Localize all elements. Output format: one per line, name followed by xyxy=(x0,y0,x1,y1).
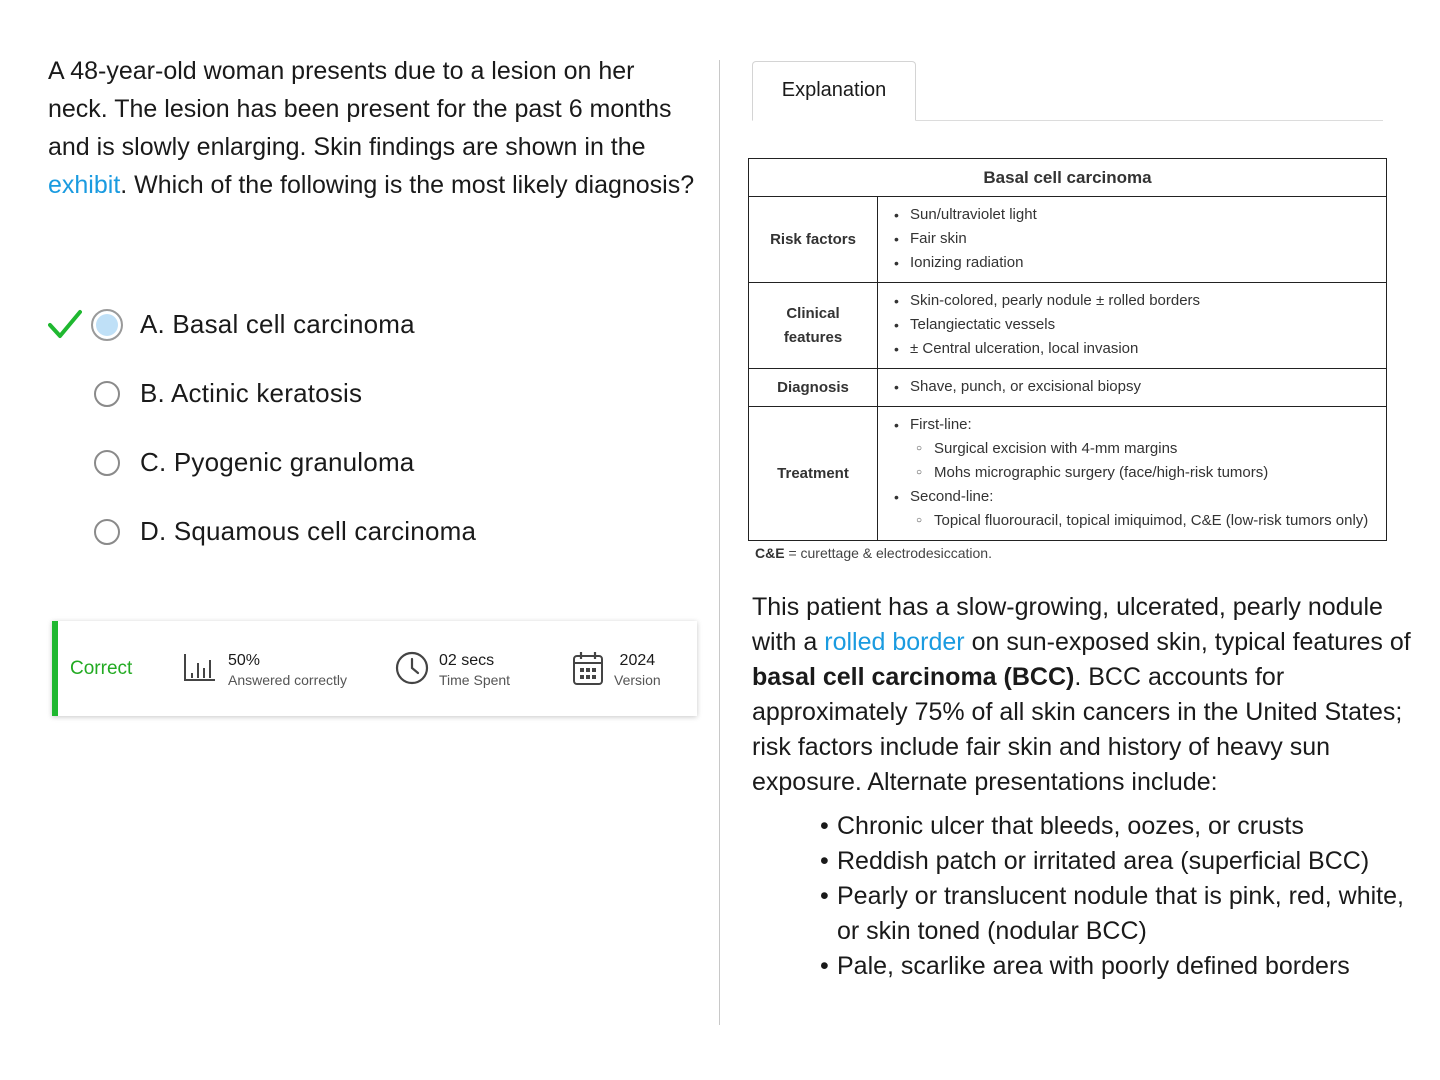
table-row xyxy=(749,407,1387,541)
result-status: Correct xyxy=(70,658,133,679)
option-label: B. Actinic keratosis xyxy=(140,378,363,408)
tab-explanation[interactable]: Explanation xyxy=(752,61,916,121)
marker-slot xyxy=(48,374,94,414)
calendar-icon xyxy=(572,651,604,687)
presentation-list xyxy=(820,809,1420,984)
table-row xyxy=(749,369,1387,407)
radio-button-selected[interactable] xyxy=(91,309,123,341)
summary-table xyxy=(748,158,1387,541)
clock-icon xyxy=(395,651,429,685)
row-label: Clinical features xyxy=(749,283,878,369)
stat-time xyxy=(395,651,510,689)
list-item: • Skin-colored, pearly nodule ± rolled borders xyxy=(894,289,1386,313)
row-content xyxy=(878,283,1387,369)
sub-list-item: ○ Surgical excision with 4-mm margins xyxy=(894,437,1382,461)
correct-marker xyxy=(48,305,94,345)
stat-percent xyxy=(182,651,347,689)
time-label: Time Spent xyxy=(439,672,511,688)
bar-chart-icon xyxy=(182,651,218,683)
option-b[interactable] xyxy=(48,359,688,428)
row-label: Treatment xyxy=(749,407,878,541)
result-stats-bar xyxy=(52,621,697,716)
percent-label: Answered correctly xyxy=(228,672,348,688)
stat-version xyxy=(572,651,661,689)
question-text-end: . Which of the following is the most likely diagnosis? xyxy=(120,171,695,199)
sub-list-item: ○ Topical fluorouracil, topical imiquimod, C&E (low-risk tumors only) xyxy=(894,509,1382,533)
row-label: Risk factors xyxy=(749,197,878,283)
explanation-paragraph xyxy=(752,590,1412,800)
radio-button[interactable] xyxy=(94,519,120,545)
table-header-row xyxy=(749,159,1387,197)
table-title: Basal cell carcinoma xyxy=(749,159,1387,197)
time-value: 02 secs xyxy=(439,652,495,669)
percent-value: 50% xyxy=(228,652,261,669)
option-label: C. Pyogenic granuloma xyxy=(140,447,415,477)
explanation-text: . BCC accounts for approximately 75% of all skin cancers in the United States; risk factors include fair skin and history of heavy sun exposure. Alternate presentations include: xyxy=(752,663,1403,796)
list-item: • Chronic ulcer that bleeds, oozes, or crusts xyxy=(820,809,1420,844)
list-item: • Fair skin xyxy=(894,227,1386,251)
footnote-text: = curettage & electrodesiccation. xyxy=(784,545,992,561)
option-label: D. Squamous cell carcinoma xyxy=(140,516,477,546)
footnote-abbreviation: C&E xyxy=(755,545,785,561)
checkmark-icon xyxy=(48,309,82,339)
list-item: • Pale, scarlike area with poorly defined borders xyxy=(820,949,1420,984)
explanation-text: This patient has a slow-growing, ulcerated, pearly nodule with a xyxy=(752,593,1383,656)
panel-divider xyxy=(719,60,720,1025)
list-item: • Pearly or translucent nodule that is pink, red, white, or skin toned (nodular BCC) xyxy=(820,879,1420,949)
table-row xyxy=(749,197,1387,283)
list-item: • Ionizing radiation xyxy=(894,251,1386,275)
list-item: • Sun/ultraviolet light xyxy=(894,203,1386,227)
option-c[interactable] xyxy=(48,428,688,497)
diagnosis-bold: basal cell carcinoma (BCC) xyxy=(752,663,1075,691)
explanation-text: on sun-exposed skin, typical features of xyxy=(964,628,1411,656)
option-label: A. Basal cell carcinoma xyxy=(140,309,415,339)
table-row xyxy=(749,283,1387,369)
question-text: A 48-year-old woman presents due to a lesion on her neck. The lesion has been present for the past 6 months and is slowly enlarging. Skin findings are shown in the xyxy=(48,57,672,161)
list-item: • First-line: xyxy=(894,413,1382,437)
tab-bar xyxy=(752,61,1383,121)
list-item: • Reddish patch or irritated area (superficial BCC) xyxy=(820,844,1420,879)
option-d[interactable] xyxy=(48,497,688,566)
radio-button[interactable] xyxy=(94,450,120,476)
option-a[interactable] xyxy=(48,290,688,359)
list-item: • Second-line: xyxy=(894,485,1382,509)
list-item: • ± Central ulceration, local invasion xyxy=(894,337,1386,361)
exhibit-link[interactable]: exhibit xyxy=(48,171,121,199)
radio-button[interactable] xyxy=(94,381,120,407)
rolled-border-link[interactable]: rolled border xyxy=(824,628,965,656)
marker-slot xyxy=(48,443,94,483)
table-footnote xyxy=(755,545,992,561)
question-stem xyxy=(48,52,698,204)
sub-list-item: ○ Mohs micrographic surgery (face/high-risk tumors) xyxy=(894,461,1382,485)
version-label: Version xyxy=(614,672,661,688)
question-panel xyxy=(48,52,698,204)
list-item: • Shave, punch, or excisional biopsy xyxy=(894,375,1386,399)
answer-options xyxy=(48,290,688,566)
row-content xyxy=(878,407,1387,541)
row-label: Diagnosis xyxy=(749,369,878,407)
row-content xyxy=(878,369,1387,407)
marker-slot xyxy=(48,512,94,552)
row-content xyxy=(878,197,1387,283)
version-value: 2024 xyxy=(619,652,656,669)
list-item: • Telangiectatic vessels xyxy=(894,313,1386,337)
